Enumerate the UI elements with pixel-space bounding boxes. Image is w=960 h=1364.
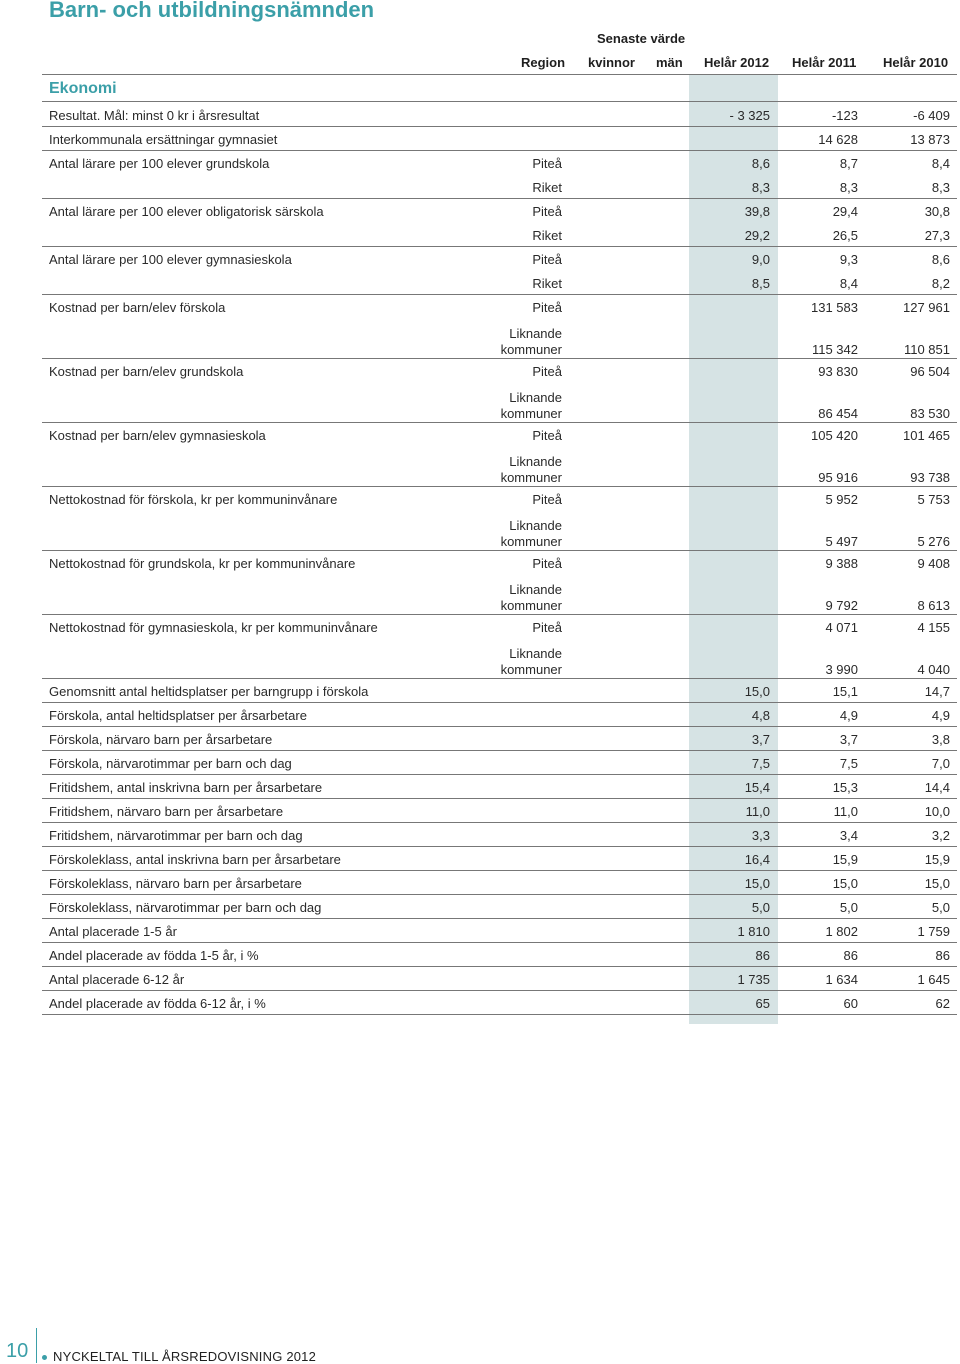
value-2011: 3,7 — [839, 732, 858, 747]
row-label: Fritidshem, antal inskrivna barn per årsarbetare — [49, 780, 323, 795]
row-label: Interkommunala ersättningar gymnasiet — [49, 132, 278, 147]
table-row — [0, 870, 960, 894]
row-region: Piteå — [532, 428, 562, 443]
table-row — [0, 942, 960, 966]
value-2010: 4 155 — [917, 620, 950, 635]
value-2010: 30,8 — [924, 204, 950, 219]
value-2010: 93 738 — [910, 470, 950, 485]
value-2011: 15,1 — [832, 684, 858, 699]
value-2011: 5 952 — [825, 492, 858, 507]
value-2011: 1 634 — [825, 972, 858, 987]
row-region: Liknande kommuner — [500, 646, 562, 677]
value-2012: 65 — [755, 996, 770, 1011]
row-label: Förskoleklass, antal inskrivna barn per årsarbetare — [49, 852, 341, 867]
header-helar-2012: Helår 2012 — [704, 55, 770, 70]
table-row — [0, 678, 960, 702]
value-2010: 5 753 — [917, 492, 950, 507]
table-row — [0, 918, 960, 942]
table-row — [0, 726, 960, 750]
value-2010: 4,9 — [931, 708, 950, 723]
value-2011: 8,3 — [839, 180, 858, 195]
value-2010: 8,4 — [931, 156, 950, 171]
header-senaste-varde: Senaste värde — [597, 31, 686, 46]
header-helar-2011: Helår 2011 — [792, 55, 857, 70]
value-2012: 86 — [755, 948, 770, 963]
value-2011: 29,4 — [832, 204, 858, 219]
row-label: Kostnad per barn/elev gymnasieskola — [49, 428, 266, 443]
value-2011: 3,4 — [839, 828, 858, 843]
value-2010: 3,8 — [931, 732, 950, 747]
table-row — [0, 846, 960, 870]
value-2011: 7,5 — [839, 756, 858, 771]
value-2011: 131 583 — [811, 300, 858, 315]
page-number: 10 — [6, 1340, 29, 1362]
header-man: män — [656, 55, 683, 70]
value-2012: 16,4 — [744, 852, 770, 867]
value-2012: 39,8 — [744, 204, 770, 219]
value-2012: 11,0 — [745, 804, 770, 819]
row-region: Riket — [532, 276, 562, 291]
value-2011: 93 830 — [818, 364, 858, 379]
value-2012: 29,2 — [744, 228, 770, 243]
value-2010: 14,4 — [924, 780, 950, 795]
table-row — [0, 382, 960, 422]
table-row — [0, 822, 960, 846]
row-label: Antal placerade 1-5 år — [49, 924, 177, 939]
row-label: Nettokostnad för gymnasieskola, kr per kommuninvånare — [49, 620, 378, 635]
table-row — [0, 102, 960, 126]
value-2011: 1 802 — [825, 924, 858, 939]
value-2012: 15,0 — [744, 876, 770, 891]
value-2010: 83 530 — [910, 406, 950, 421]
row-label: Fritidshem, närvarotimmar per barn och dag — [49, 828, 303, 843]
row-label: Antal lärare per 100 elever gymnasieskola — [49, 252, 292, 267]
value-2010: 8,2 — [931, 276, 950, 291]
value-2011: 5 497 — [825, 534, 858, 549]
value-2010: 1 645 — [917, 972, 950, 987]
table-row — [0, 222, 960, 246]
table-row — [0, 510, 960, 550]
row-region: Piteå — [532, 556, 562, 571]
row-region: Liknande kommuner — [500, 390, 562, 421]
row-region: Liknande kommuner — [500, 326, 562, 357]
value-2011: 15,0 — [832, 876, 858, 891]
value-2011: 8,7 — [839, 156, 858, 171]
value-2011: 86 — [843, 948, 858, 963]
value-2011: 8,4 — [839, 276, 858, 291]
row-label: Andel placerade av födda 1-5 år, i % — [49, 948, 259, 963]
row-region: Liknande kommuner — [500, 582, 562, 613]
value-2010: 27,3 — [924, 228, 950, 243]
row-label: Kostnad per barn/elev grundskola — [49, 364, 244, 379]
value-2010: 8,3 — [931, 180, 950, 195]
value-2010: 8,6 — [931, 252, 950, 267]
row-region: Piteå — [532, 364, 562, 379]
value-2011: 4,9 — [839, 708, 858, 723]
row-divider — [42, 1014, 957, 1015]
value-2012: 9,0 — [751, 252, 770, 267]
value-2012: - 3 325 — [729, 108, 770, 123]
row-label: Förskoleklass, närvarotimmar per barn och dag — [49, 900, 322, 915]
table-row — [0, 966, 960, 990]
value-2012: 8,3 — [751, 180, 770, 195]
value-2010: 7,0 — [931, 756, 950, 771]
value-2012: 1 735 — [737, 972, 770, 987]
value-2011: 11,0 — [833, 804, 858, 819]
table-row — [0, 174, 960, 198]
value-2010: 13 873 — [910, 132, 950, 147]
row-label: Fritidshem, närvaro barn per årsarbetare — [49, 804, 284, 819]
table-row — [0, 550, 960, 574]
value-2010: 5,0 — [931, 900, 950, 915]
value-2010: 96 504 — [910, 364, 950, 379]
value-2010: 14,7 — [924, 684, 950, 699]
table-row — [0, 318, 960, 358]
row-label: Nettokostnad för förskola, kr per kommuninvånare — [49, 492, 338, 507]
bullet-icon — [42, 1355, 47, 1360]
row-region: Liknande kommuner — [500, 454, 562, 485]
value-2010: 86 — [935, 948, 950, 963]
row-label: Antal lärare per 100 elever obligatorisk särskola — [49, 204, 324, 219]
value-2011: 105 420 — [811, 428, 858, 443]
row-region: Piteå — [532, 300, 562, 315]
table-row — [0, 486, 960, 510]
row-region: Piteå — [532, 204, 562, 219]
value-2012: 8,5 — [751, 276, 770, 291]
value-2011: 5,0 — [839, 900, 858, 915]
value-2011: 4 071 — [825, 620, 858, 635]
value-2010: 15,0 — [924, 876, 950, 891]
footer-divider — [36, 1328, 37, 1363]
value-2011: 60 — [843, 996, 858, 1011]
value-2011: 14 628 — [818, 132, 858, 147]
value-2010: 9 408 — [917, 556, 950, 571]
value-2010: 101 465 — [903, 428, 950, 443]
table-row — [0, 702, 960, 726]
table-row — [0, 422, 960, 446]
value-2010: 62 — [935, 996, 950, 1011]
row-region: Piteå — [532, 156, 562, 171]
value-2012: 8,6 — [751, 156, 770, 171]
row-label: Förskoleklass, närvaro barn per årsarbetare — [49, 876, 302, 891]
table-row — [0, 894, 960, 918]
row-label: Andel placerade av födda 6-12 år, i % — [49, 996, 266, 1011]
row-label: Förskola, närvarotimmar per barn och dag — [49, 756, 292, 771]
row-label: Kostnad per barn/elev förskola — [49, 300, 226, 315]
row-label: Förskola, antal heltidsplatser per årsarbetare — [49, 708, 307, 723]
value-2010: 3,2 — [931, 828, 950, 843]
value-2011: 9 792 — [825, 598, 858, 613]
value-2011: 15,9 — [832, 852, 858, 867]
row-label: Nettokostnad för grundskola, kr per kommuninvånare — [49, 556, 356, 571]
table-row — [0, 246, 960, 270]
value-2012: 15,4 — [744, 780, 770, 795]
value-2011: 115 342 — [811, 342, 858, 357]
row-region: Piteå — [532, 492, 562, 507]
table-row — [0, 750, 960, 774]
row-label: Resultat. Mål: minst 0 kr i årsresultat — [49, 108, 260, 123]
row-label: Antal placerade 6-12 år — [49, 972, 185, 987]
table-row — [0, 774, 960, 798]
value-2011: 9,3 — [839, 252, 858, 267]
value-2011: -123 — [831, 108, 858, 123]
value-2011: 15,3 — [832, 780, 858, 795]
row-region: Piteå — [532, 620, 562, 635]
table-row — [0, 198, 960, 222]
value-2010: 110 851 — [903, 342, 950, 357]
header-divider — [42, 74, 957, 75]
table-row — [0, 574, 960, 614]
table-row — [0, 126, 960, 150]
value-2010: 15,9 — [924, 852, 950, 867]
table-row — [0, 446, 960, 486]
header-kvinnor: kvinnor — [588, 55, 635, 70]
header-region: Region — [521, 55, 566, 70]
page-title: Barn- och utbildningsnämnden — [49, 0, 375, 22]
header-helar-2010: Helår 2010 — [883, 55, 949, 70]
value-2011: 95 916 — [818, 470, 858, 485]
value-2010: 4 040 — [917, 662, 950, 677]
row-label: Antal lärare per 100 elever grundskola — [49, 156, 270, 171]
table-row — [0, 294, 960, 318]
value-2012: 1 810 — [737, 924, 770, 939]
row-region: Riket — [532, 180, 562, 195]
value-2012: 7,5 — [751, 756, 770, 771]
section-title: Ekonomi — [49, 80, 117, 97]
value-2012: 3,3 — [751, 828, 770, 843]
value-2012: 15,0 — [744, 684, 770, 699]
value-2012: 3,7 — [751, 732, 770, 747]
footer-text: NYCKELTAL TILL ÅRSREDOVISNING 2012 — [53, 1349, 317, 1364]
row-label: Förskola, närvaro barn per årsarbetare — [49, 732, 273, 747]
row-region: Piteå — [532, 252, 562, 267]
value-2010: 10,0 — [924, 804, 950, 819]
row-region: Liknande kommuner — [500, 518, 562, 549]
value-2012: 5,0 — [751, 900, 770, 915]
table-row — [0, 990, 960, 1014]
value-2011: 9 388 — [825, 556, 858, 571]
table-row — [0, 270, 960, 294]
value-2010: 8 613 — [917, 598, 950, 613]
row-label: Genomsnitt antal heltidsplatser per barngrupp i förskola — [49, 684, 369, 699]
row-region: Riket — [532, 228, 562, 243]
table-row — [0, 150, 960, 174]
table-row — [0, 638, 960, 678]
table-row — [0, 614, 960, 638]
table-row — [0, 798, 960, 822]
value-2010: -6 409 — [913, 108, 950, 123]
value-2012: 4,8 — [751, 708, 770, 723]
value-2010: 127 961 — [903, 300, 950, 315]
table-row — [0, 358, 960, 382]
value-2010: 1 759 — [917, 924, 950, 939]
value-2011: 86 454 — [818, 406, 858, 421]
value-2011: 26,5 — [832, 228, 858, 243]
value-2010: 5 276 — [917, 534, 950, 549]
value-2011: 3 990 — [825, 662, 858, 677]
